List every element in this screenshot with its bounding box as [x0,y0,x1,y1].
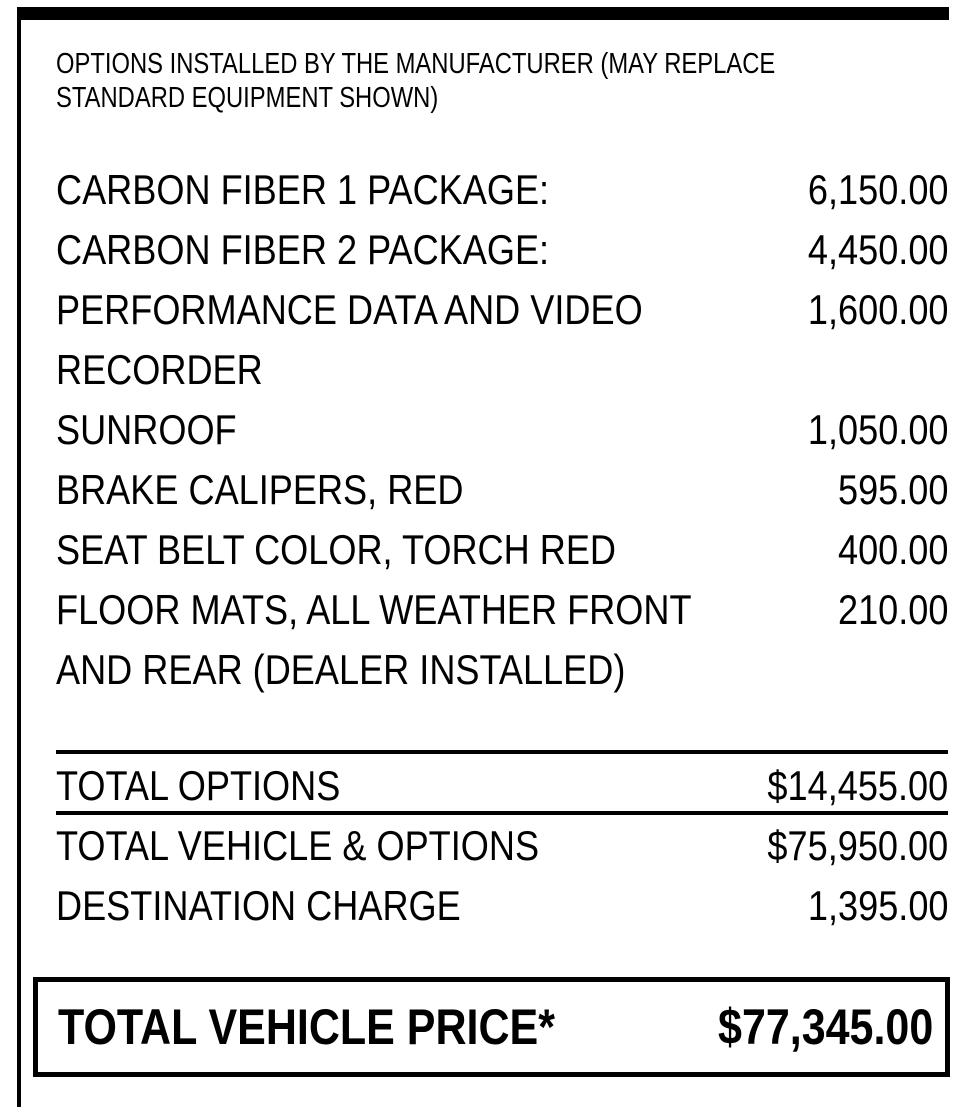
total-vehicle-options-value: $75,950.00 [767,822,948,869]
summary-totals [56,816,948,936]
option-row-performance-data-cont [56,340,948,400]
total-vehicle-options-row [56,816,948,876]
option-row-seat-belt [56,520,948,580]
destination-charge-value: 1,395.00 [807,882,948,929]
option-price: 595.00 [837,466,948,513]
option-label: PERFORMANCE DATA AND VIDEO [56,286,643,333]
options-list [56,160,948,700]
option-price: 4,450.00 [807,226,948,273]
option-price: 1,050.00 [807,406,948,453]
destination-charge-row [56,876,948,936]
total-vehicle-price-box [33,977,950,1077]
destination-charge-label: DESTINATION CHARGE [56,882,461,929]
option-row-performance-data [56,280,948,340]
total-options-row [56,756,948,816]
total-options-value: $14,455.00 [767,762,948,809]
total-vehicle-options-label: TOTAL VEHICLE & OPTIONS [56,822,540,869]
option-row-carbon-fiber-1 [56,160,948,220]
total-options-label: TOTAL OPTIONS [56,762,341,809]
option-label: FLOOR MATS, ALL WEATHER FRONT [56,586,692,633]
option-price: 210.00 [837,586,948,633]
options-header-line-2: STANDARD EQUIPMENT SHOWN) [56,82,439,114]
option-label: SUNROOF [56,406,237,453]
option-price: 400.00 [837,526,948,573]
option-row-sunroof [56,400,948,460]
option-row-floor-mats [56,580,948,640]
left-border [17,7,21,1107]
top-border [17,7,949,20]
option-label-continued: AND REAR (DEALER INSTALLED) [56,646,626,693]
total-vehicle-price-label: TOTAL VEHICLE PRICE* [58,999,555,1055]
option-label: CARBON FIBER 1 PACKAGE: [56,166,550,213]
option-price: 1,600.00 [807,286,948,333]
option-label: SEAT BELT COLOR, TORCH RED [56,526,617,573]
divider-middle [56,811,948,815]
option-label: CARBON FIBER 2 PACKAGE: [56,226,550,273]
summary-total-options [56,756,948,816]
option-row-carbon-fiber-2 [56,220,948,280]
option-row-brake-calipers [56,460,948,520]
divider-top [56,750,948,754]
option-label: BRAKE CALIPERS, RED [56,466,464,513]
option-label-continued: RECORDER [56,346,263,393]
options-header-line-1: OPTIONS INSTALLED BY THE MANUFACTURER (MAY REPLACE [56,48,776,80]
options-header [56,47,876,115]
option-price: 6,150.00 [807,166,948,213]
option-row-floor-mats-cont [56,640,948,700]
total-vehicle-price-value: $77,345.00 [717,999,933,1055]
